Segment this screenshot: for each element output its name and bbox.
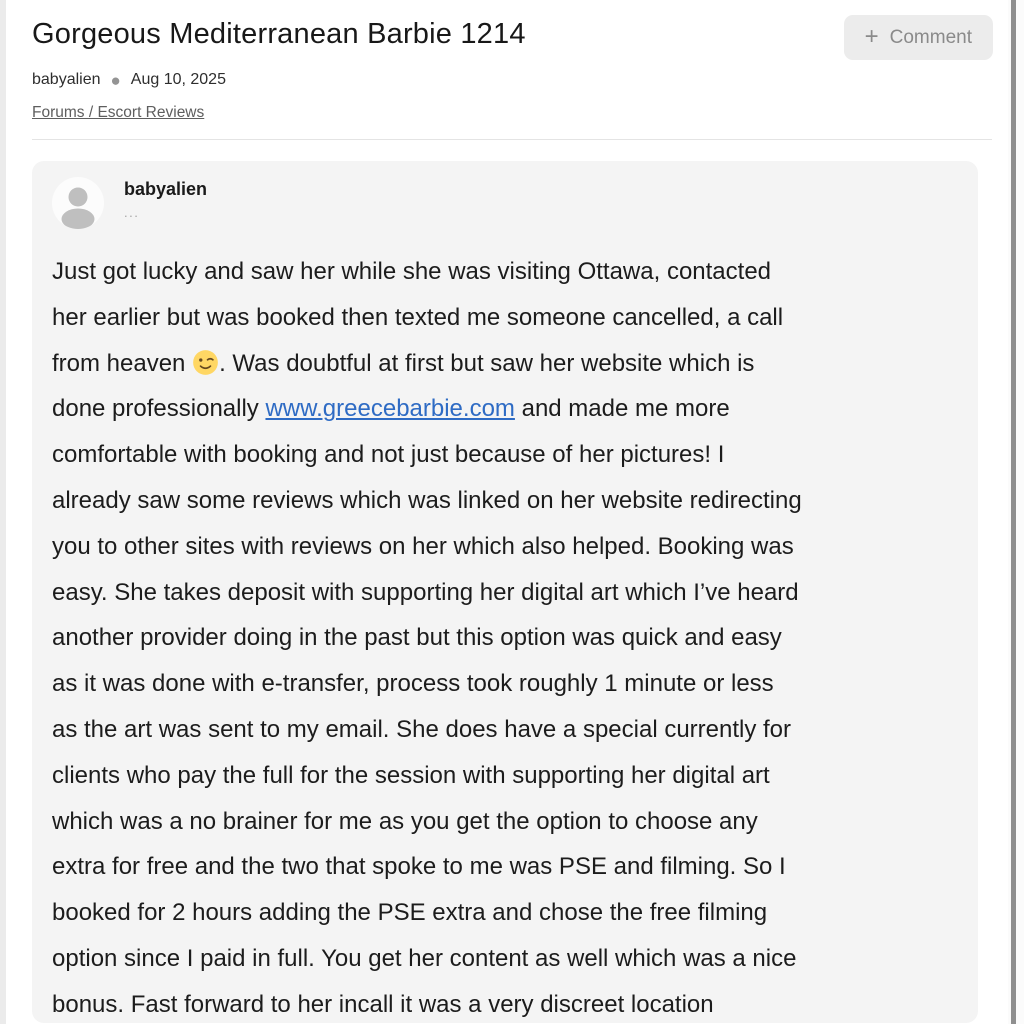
post-body-line [52,707,958,753]
post-body-text: comfortable with booking and not just because of her pictures! I [52,441,725,469]
post-body-text: clients who pay the full for the session with supporting her digital art [52,761,770,789]
post-body-line [52,844,958,890]
comment-button-label: Comment [889,26,972,48]
post-body [52,249,958,1028]
post-body-text: extra for free and the two that spoke to me was PSE and filming. So I [52,853,786,881]
post-body-line [52,615,958,661]
avatar[interactable] [52,177,104,229]
bullet-separator: ● [110,70,121,90]
post-user-block [124,177,207,219]
header-divider [32,139,992,140]
post-body-line [52,524,958,570]
post-body-line [52,249,958,295]
person-icon [52,177,104,229]
wink-emoji-icon [192,349,219,376]
post-body-text: bonus. Fast forward to her incall it was a very discreet location [52,990,714,1018]
post-body-text: and made me more [514,395,730,423]
scrollbar-track[interactable] [1008,0,1024,1024]
post-body-text: you to other sites with reviews on her which also helped. Booking was [52,532,794,560]
breadcrumb-link[interactable]: Forums / Escort Reviews [32,104,205,121]
post-body-line [52,799,958,845]
greecebarbie-link[interactable]: www.greecebarbie.com [265,395,515,423]
thread-author[interactable]: babyalien [32,71,101,88]
thread-date: Aug 10, 2025 [130,71,226,88]
plus-icon: + [864,22,879,50]
post-body-line [52,982,958,1028]
post-ellipsis: ... [124,205,140,220]
post-body-line [52,936,958,982]
post-header [52,177,958,229]
post-body-text: Just got lucky and saw her while she was visiting Ottawa, contacted [52,258,772,285]
post-username[interactable]: babyalien [124,179,208,199]
comment-button[interactable] [844,15,993,60]
scrollbar-thumb[interactable] [1011,0,1016,1024]
post-body-text: which was a no brainer for me as you get the option to choose any [52,807,758,835]
post-body-line [52,386,958,432]
post-body-text: her earlier but was booked then texted me someone cancelled, a call [52,303,784,331]
post-body-text: another provider doing in the past but this option was quick and easy [52,624,782,652]
post-body-line [52,341,958,387]
thread-meta [32,71,992,89]
post-body-text: already saw some reviews which was linked on her website redirecting [52,486,802,514]
post-body-line [52,432,958,478]
post-body-text: as the art was sent to my email. She does have a special currently for [52,715,792,743]
post-body-line [52,661,958,707]
post-body-text: booked for 2 hours adding the PSE extra and chose the free filming [52,899,768,927]
post-body-line [52,478,958,524]
post-body-text: easy. She takes deposit with supporting her digital art which I’ve heard [52,578,799,606]
post-body-text: from heaven [52,349,193,377]
breadcrumb-row [32,104,992,122]
post-body-text: done professionally [52,395,266,423]
post-body-line [52,753,958,799]
post-body-line [52,890,958,936]
post-body-text: . Was doubtful at first but saw her website which is [219,349,755,377]
post-body-text: as it was done with e-transfer, process took roughly 1 minute or less [52,670,774,698]
post-body-line [52,295,958,341]
post-body-text: option since I paid in full. You get her content as well which was a nice [52,944,797,972]
post-body-line [52,570,958,616]
post-card [32,161,978,1023]
page-title: Gorgeous Mediterranean Barbie 1214 [32,18,526,50]
